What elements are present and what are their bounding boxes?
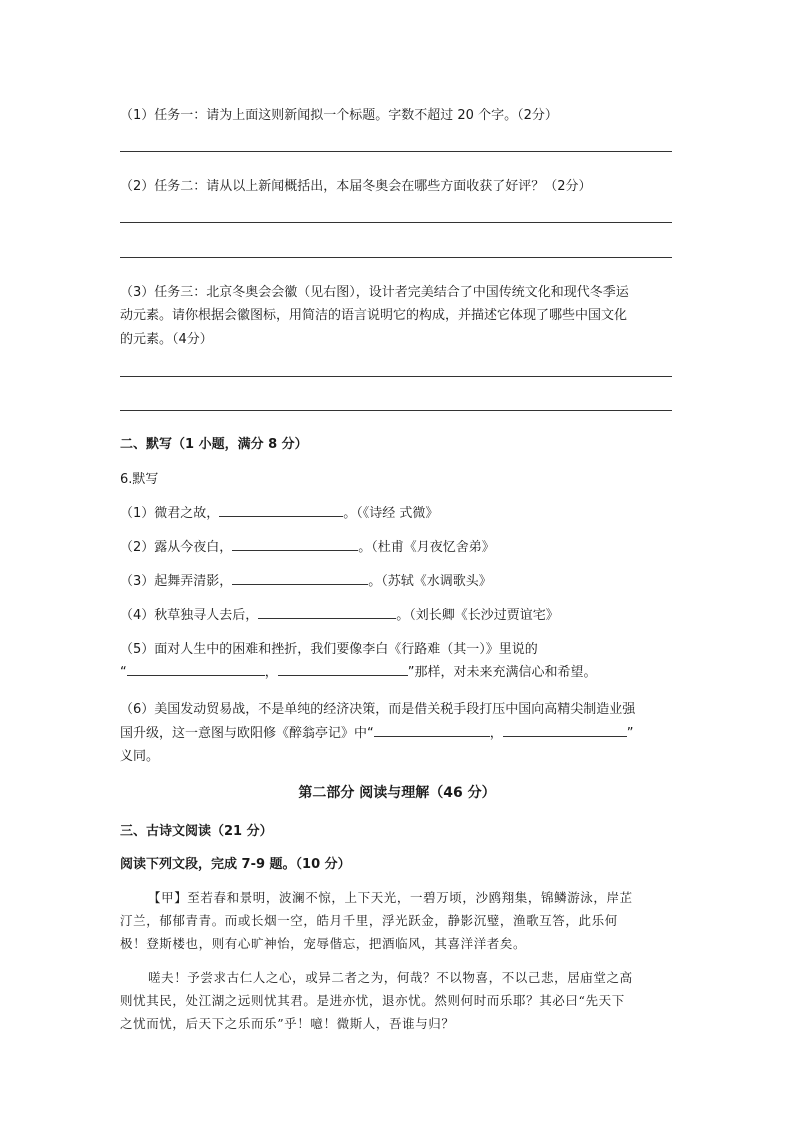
fill-blank[interactable] <box>232 536 358 551</box>
item-source: 。（杜甫《月夜忆舍弟》 <box>358 540 495 555</box>
fill-blank[interactable] <box>374 722 490 737</box>
passage-p2-line3: 之忧而忧，后天下之乐而乐”乎！噫！微斯人，吾谁与归？ <box>120 1016 455 1031</box>
fill-blank[interactable] <box>278 661 408 676</box>
section2-title: 二、默写（1 小题，满分 8 分） <box>120 437 308 452</box>
dictation-item-5-line2 <box>120 661 597 680</box>
passage-p1-line2: 汀兰，郁郁青青。而或长烟一空，皓月千里，浮光跃金，静影沉璧，渔歌互答，此乐何 <box>120 913 618 928</box>
fill-blank[interactable] <box>258 604 396 619</box>
q6-title: 6.默写 <box>120 472 159 487</box>
dictation-item-1 <box>120 502 438 521</box>
comma: ， <box>264 665 278 680</box>
fill-blank[interactable] <box>219 502 343 517</box>
dictation-item-3 <box>120 570 492 589</box>
reading-instruction: 阅读下列文段，完成 7-9 题。（10 分） <box>120 857 351 872</box>
task2-question: （2）任务二：请从以上新闻概括出，本届冬奥会在哪些方面收获了好评？（2分） <box>120 179 592 194</box>
task3-line3: 的元素。（4分） <box>120 332 213 347</box>
dictation-item-2 <box>120 536 495 555</box>
fill-blank[interactable] <box>127 661 265 676</box>
dictation-item-5-line1: （5）面对人生中的困难和挫折，我们要像李白《行路难（其一）》里说的 <box>120 642 538 657</box>
answer-line[interactable] <box>120 257 672 258</box>
item-source: 。（《诗经 式微》 <box>343 506 439 521</box>
answer-line[interactable] <box>120 376 672 377</box>
item-text: （3）起舞弄清影， <box>120 574 233 589</box>
comma: ， <box>489 726 503 741</box>
passage-p2-line2: 则忧其民，处江湖之远则忧其君。是进亦忧，退亦忧。然则何时而乐耶？其必曰“先天下 <box>120 993 625 1008</box>
passage-p2-line1: 嗟夫！予尝求古仁人之心，或异二者之为，何哉？不以物喜，不以己悲，居庙堂之高 <box>148 970 633 985</box>
item-source: 。（刘长卿《长沙过贾谊宅》 <box>396 608 559 623</box>
section3-title: 三、古诗文阅读（21 分） <box>120 824 273 839</box>
dictation-item-6-line2 <box>120 722 634 741</box>
passage-p1-line1: 【甲】至若春和景明，波澜不惊，上下天光，一碧万顷，沙鸥翔集，锦鳞游泳，岸芷 <box>148 890 633 905</box>
item-text: （4）秋草独寻人去后， <box>120 608 259 623</box>
item-text: 国升级，这一意图与欧阳修《醉翁亭记》中“ <box>120 726 374 741</box>
answer-line[interactable] <box>120 222 672 223</box>
part2-title: 第二部分 阅读与理解（46 分） <box>298 785 496 801</box>
answer-line[interactable] <box>120 151 672 152</box>
task1-question: （1）任务一：请为上面这则新闻拟一个标题。字数不超过 20 个字。（2分） <box>120 108 558 123</box>
dictation-item-6-line1: （6）美国发动贸易战，不是单纯的经济决策，而是借关税手段打压中国向高精尖制造业强 <box>120 702 636 717</box>
fill-blank[interactable] <box>232 570 368 585</box>
passage-p1-line3: 极！登斯楼也，则有心旷神怡，宠辱偕忘，把酒临风，其喜洋洋者矣。 <box>120 936 527 951</box>
task3-line2: 动元素。请你根据会徽图标，用简洁的语言说明它的构成，并描述它体现了哪些中国文化 <box>120 308 628 323</box>
item-tail: ”那样，对未来充满信心和希望。 <box>407 665 597 680</box>
task3-line1: （3）任务三：北京冬奥会会徽（见右图），设计者完美结合了中国传统文化和现代冬季运 <box>120 285 629 300</box>
fill-blank[interactable] <box>503 722 627 737</box>
quote-open: “ <box>120 665 127 680</box>
dictation-item-4 <box>120 604 559 623</box>
item-text: （1）微君之故， <box>120 506 220 521</box>
item-text: （2）露从今夜白， <box>120 540 233 555</box>
dictation-item-6-line3: 义同。 <box>120 749 160 764</box>
answer-line[interactable] <box>120 410 672 411</box>
item-source: 。（苏轼《水调歌头》 <box>368 574 492 589</box>
quote-close: ” <box>626 726 634 741</box>
